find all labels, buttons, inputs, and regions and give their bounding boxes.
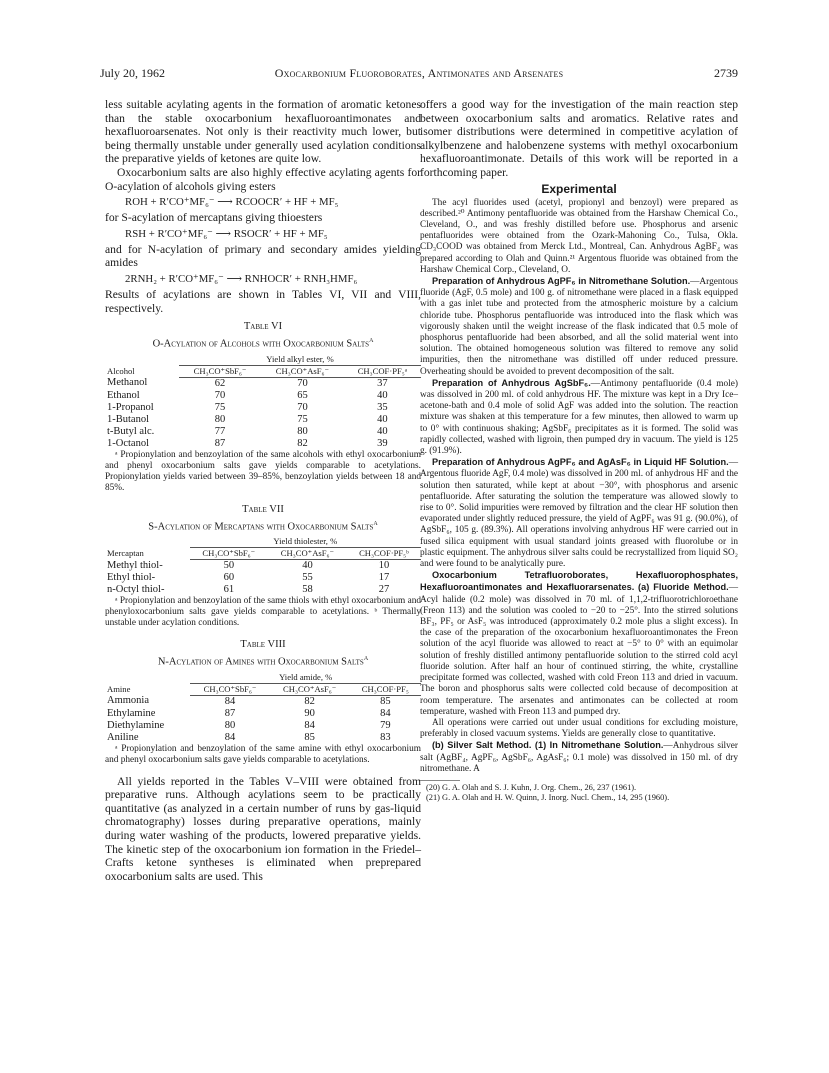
reference: (20) G. A. Olah and S. J. Kuhn, J. Org. Chem., 26, 237 (1961).	[426, 782, 637, 792]
group-header: Yield amide, %	[279, 671, 333, 682]
table-footnote: ᵃ Propionylation and benzoylation of the same alcohols with ethyl oxocarbonium and phenyl oxocarbonium salts gave yields comparable to acetylations. Propionylation yields varied between 39–85%, benzoylation yields between 18 and 85%.	[105, 449, 421, 493]
column-header: CH₃COF·PF₅	[350, 683, 421, 695]
paragraph: for S-acylation of mercaptans giving thioesters	[105, 211, 323, 225]
table-label: Table VIII	[240, 639, 286, 651]
table-label: Table VI	[243, 321, 283, 333]
table-footnote: ᵃ Propionylation and benzoylation of the same thiols with ethyl oxocarbonium and phenyloxocarbonium salts gave yields comparable to acetylations. ᵇ Thermally unstable under acylation conditions.	[105, 596, 421, 629]
column-header: Alcohol	[107, 365, 135, 376]
table-7	[105, 536, 421, 596]
paragraph: All operations were carried out under usual conditions for excluding moisture, preferably in closed vacuum systems. Yields are generally close to quantitative.	[420, 717, 738, 740]
right-column	[420, 98, 738, 804]
table-row: Methyl thiol- 50 40 10	[107, 559, 390, 572]
table-6	[105, 354, 421, 450]
table-row: 1-Octanol 87 82 39	[107, 437, 388, 449]
column-header: CH₃CO⁺SbF₆⁻	[190, 683, 269, 695]
column-header: CH₃COF·PF₅ᵇ	[347, 548, 421, 560]
table-row: Diethylamine 80 84 79	[107, 719, 391, 731]
table-footnote: ᵃ Propionylation and benzoylation of the same amine with ethyl oxocarbonium and phenyl oxocarbonium salts gave yields comparable to acetylations.	[105, 743, 421, 765]
paragraph: Oxocarbonium Tetrafluoroborates, Hexafluorophosphates, Hexafluoroantimonates and Hexafluorarsenates. (a) Fluoride Method.—Acyl halide (0.2 mole) was dissolved in 70 ml. of 1,1,2-trifluorotrichloroethane (Freon 113) and the solution was cooled to −20 to −25°. Into the stirred solutions BF₃, PF₅ or AsF₅ was introduced (approximately 0.2 mole plus a slight excess). In the case of the preparation of the oxocarbonium hexafluoroantimonates the Freon solution of the acyl fluoride was allowed to react at −5° to 0° with an equimolar solution of freshly distilled antimony pentafluoride solution to the stirred cold acyl fluoride solution. After half an hour of continued stirring, the white, crystalline precipitate formed was collected, washed with cold Freon 113 and dried in vacuum. The boron and phosphorus salts were collected cold because of decomposition at room temperature. The arsenates and antimonates can be collected at room temperature, washed with Freon 113 and pumped dry.	[420, 570, 738, 717]
table-8	[105, 672, 421, 744]
paragraph: (b) Silver Salt Method. (1) In Nitromethane Solution.—Anhydrous silver salt (AgBF₄, AgPF₆, AgSbF₆, AgAsF₆; 0.1 mole) was dissolved in 150 ml. of dry nitromethane. A	[420, 740, 738, 774]
table-row: t-Butyl alc. 77 80 40	[107, 425, 388, 437]
reference: (21) G. A. Olah and H. W. Quinn, J. Inorg. Nucl. Chem., 14, 295 (1960).	[426, 793, 670, 803]
column-header: CH₃CO⁺SbF₆⁻	[179, 365, 261, 377]
table-row: 1-Butanol 80 75 40	[107, 413, 388, 425]
column-header: CH₃COF·PF₅ᵃ	[344, 365, 421, 377]
table-row: Ethyl thiol- 60 55 17	[107, 572, 390, 584]
paragraph: offers a good way for the investigation of the main reaction step between oxocarbonium salts and aromatics. Relative rates and isomer distributions were determined in competitive acylation of alkylbenzene and halobenzene systems with methyl oxocarbonium hexafluoroantimonate. Details of this work will be reported in a forthcoming paper.	[420, 98, 738, 179]
table-label: Table VII	[242, 503, 284, 515]
group-header: Yield thiolester, %	[273, 536, 338, 547]
page-number: 2739	[714, 66, 738, 80]
column-header: CH₃CO⁺AsF₆⁻	[270, 683, 350, 695]
table-row: Ammonia 84 82 85	[107, 695, 391, 707]
paragraph: Preparation of Anhydrous AgPF₆ in Nitromethane Solution.—Argentous fluoride (AgF, 0.5 mole) and 100 g. of nitromethane were placed in a flask equipped with a gas inlet tube and protected from the atmospheric moisture by a calcium chloride tube. Phosphorus pentafluoride was introduced into the flask which was vigorously shaken until the weight increase of the flask indicated that 0.5 mole of phosphorus pentafluoride had been absorbed, and all the solid material went into solution. The obtained homogeneous solution was filtered to remove any solid impurities, then the nitromethane was distilled off under reduced pressure. Overheating should be avoided to prevent decomposition of the salt.	[420, 275, 738, 377]
header-title: Oxocarbonium Fluoroborates, Antimonates and Arsenates	[274, 66, 564, 80]
table-row: Ethanol 70 65 40	[107, 389, 388, 401]
equation: RSH + R′CO⁺MF₆⁻ ⟶ RSOCR′ + HF + MF₅	[125, 227, 328, 240]
header-date: July 20, 1962	[100, 66, 166, 80]
column-header: CH₃CO⁺AsF₆⁻	[261, 365, 344, 377]
equation: ROH + R′CO⁺MF₆⁻ ⟶ RCOOCR′ + HF + MF₅	[125, 196, 339, 209]
paragraph: Oxocarbonium salts are also highly effective acylating agents for O-acylation of alcohols giving esters	[105, 165, 421, 193]
equation: 2RNH₂ + R′CO⁺MF₆⁻ ⟶ RNHOCR′ + RNH₃HMF₆	[125, 272, 358, 285]
group-header: Yield alkyl ester, %	[266, 353, 334, 364]
paragraph: The acyl fluorides used (acetyl, propionyl and benzoyl) were prepared as described.²⁰ Antimony pentafluoride was obtained from the Harshaw Chemical Co., Cleveland, O., and was freshly distilled before use. Phosphorus and arsenic pentafluorides were obtained from the Ozark-Mahoning Co., Tulsa, Okla. CD₃COOD was obtained from Merck Ltd., Montreal, Can. Anhydrous AgBF₄ was prepared according to Olah and Quinn.²¹ Argentous fluoride was obtained from the Harshaw Chemical Corp., Cleveland, O.	[420, 197, 738, 275]
table-row: Ethylamine 87 90 84	[107, 707, 391, 719]
table-title: O-Acylation of Alcohols with Oxocarbonium Salts$^a$	[152, 334, 374, 350]
table-row: n-Octyl thiol- 61 58 27	[107, 584, 390, 596]
left-column	[105, 98, 421, 883]
footnote-rule	[420, 780, 460, 781]
table-row: 1-Propanol 75 70 35	[107, 401, 388, 413]
paragraph: Preparation of Anhydrous AgPF₆ and AgAsF₆ in Liquid HF Solution.—Argentous fluoride AgF, 0.4 mole) was dissolved in 200 ml. of anhydrous HF and the solution then saturated, while kept at about −30°, with phosphorus and arsenic pentafluoride. After saturating the solution the temperature was allowed slowly to rise to 0°. Solid impurities were removed by filtration and the clear HF solution then evaporated under slightly reduced pressure, the yield of AgPF₆ was 91 g. (90.0%), of AgSbF₆, 105 g. (89.3%). All operations involving anhydrous HF were carried out in fused silica equipment with usual standard joints greased with fluorolube or in plastic equipment. The anhydrous silver salts could be recrystallized from liquid SO₂ and were found to be analytically pure.	[420, 457, 738, 570]
table-title: S-Acylation of Mercaptans with Oxocarbonium Salts$^a$	[148, 516, 378, 533]
paragraph: All yields reported in the Tables V–VIII were obtained from preparative runs. Although acylations seem to be practically quantitative (as analyzed in a certain number of runs by gas-liquid chromatography) losses during preparative operations, mainly during water washing of the products, lowered preparative yields. The kinetic step of the oxocarbonium ion formation in the Friedel–Crafts ketone syntheses is eliminated when preprepared oxocarbonium salts are used. This	[105, 774, 421, 883]
paragraph: and for N-acylation of primary and secondary amides yielding amides	[105, 242, 421, 270]
section-heading: Experimental	[541, 181, 617, 196]
column-header: Amine	[107, 683, 131, 694]
column-header: CH₃CO⁺SbF₆⁻	[190, 548, 268, 560]
column-header: Mercaptan	[107, 548, 144, 559]
paragraph: less suitable acylating agents in the formation of aromatic ketones than the stable oxocarbonium hexafluoroantimonates and hexafluoroarsenates. Not only is their reactivity much lower, but being thermally unstable under generally used acylation conditions the preparative yields of ketones are quite low.	[105, 98, 421, 166]
paragraph: Preparation of Anhydrous AgSbF₆.—Antimony pentafluoride (0.4 mole) was dissolved in 200 ml. of cold anhydrous HF. The mixture was kept in a Dry Ice–acetone-bath and 0.4 mole of solid AgF was added into the solution. The reaction mixture was shaken at this temperature for a few minutes, then allowed to warm up to 0° with continuous shaking; AgSbF₆ precipitates as it is formed. The solid was rapidly collected, washed with ligroin, then pumped dry in vacuum. The yield is 125 g. (91.9%).	[420, 377, 738, 457]
table-row: Methanol 62 70 37	[107, 377, 388, 389]
column-header: CH₃CO⁺AsF₆⁻	[268, 548, 347, 560]
table-row: Aniline 84 85 83	[107, 731, 391, 743]
table-title: N-Acylation of Amines with Oxocarbonium Salts$^a$	[157, 652, 369, 668]
paragraph: Results of acylations are shown in Tables VI, VII and VIII, respectively.	[105, 287, 421, 315]
running-header	[100, 66, 738, 82]
